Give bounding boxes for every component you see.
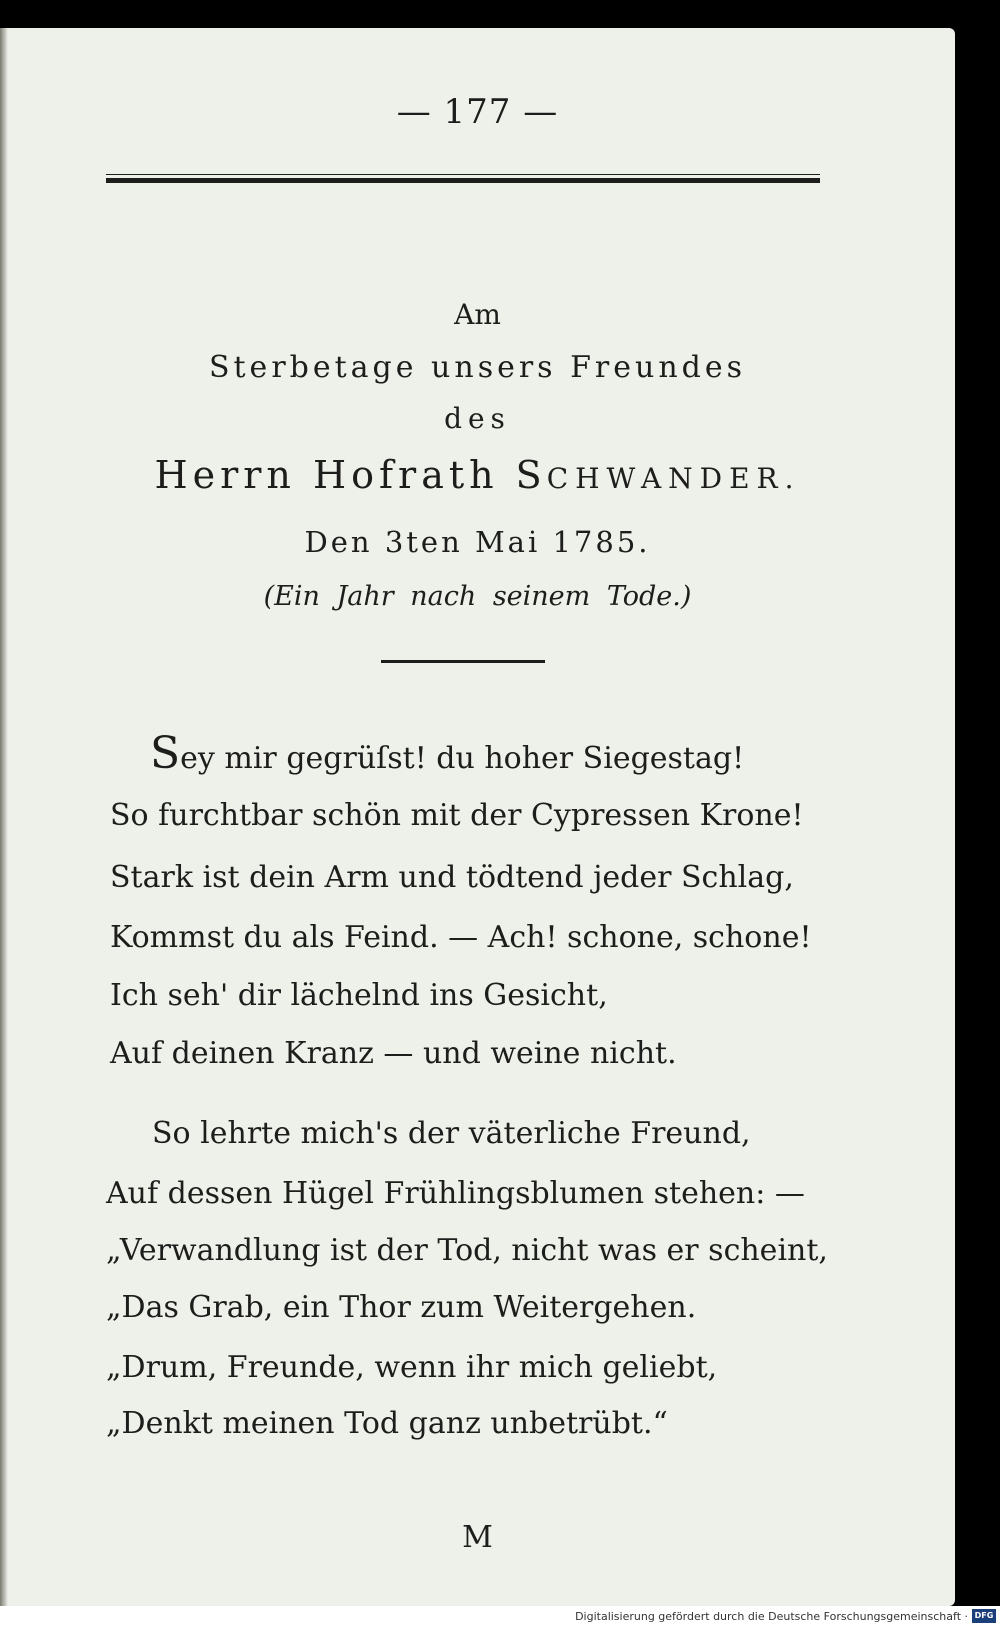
stanza1-line2: So furchtbar schön mit der Cypressen Krone! — [110, 798, 804, 833]
page-binding-shadow — [0, 28, 8, 1606]
title-divider — [381, 660, 545, 663]
stanza2-line2: Auf dessen Hügel Frühlingsblumen stehen: — — [106, 1176, 805, 1211]
stanza2-line4: „Das Grab, ein Thor zum Weitergehen. — [106, 1290, 697, 1325]
book-page — [0, 28, 955, 1606]
title-note: (Ein Jahr nach seinem Tode.) — [263, 581, 692, 612]
title-name-prefix: Herrn Hofrath S — [154, 453, 547, 497]
title-line-am: Am — [454, 298, 501, 331]
stanza2-line1: So lehrte mich's der väterliche Freund, — [152, 1116, 751, 1151]
title-line-sterbetage: Sterbetage unsers Freundes — [208, 350, 747, 385]
stanza2-line6: „Denkt meinen Tod ganz unbetrübt.“ — [106, 1406, 668, 1441]
title-date: Den 3ten Mai 1785. — [304, 525, 651, 559]
title-line-des: des — [444, 402, 511, 435]
dropcap-letter: S — [150, 728, 181, 779]
stanza1-line4: Kommst du als Feind. — Ach! schone, schone! — [110, 920, 812, 955]
footer-credit: Digitalisierung gefördert durch die Deutsche Forschungsgemeinschaft · — [575, 1610, 968, 1623]
title-name-smallcaps: CHWANDER. — [546, 462, 801, 495]
page-number: — 177 — — [396, 92, 559, 132]
stanza1-line3: Stark ist dein Arm und tödtend jeder Schlag, — [110, 860, 794, 895]
stanza1-line6: Auf deinen Kranz — und weine nicht. — [110, 1036, 677, 1071]
title-line-name — [0, 453, 955, 497]
stanza1-line1-text: ey mir gegrüſst! du hoher Siegestag! — [180, 741, 745, 776]
stanza2-line3: „Verwandlung ist der Tod, nicht was er scheint, — [106, 1233, 828, 1268]
signature-mark: M — [462, 1520, 493, 1555]
stanza1-line1 — [150, 728, 744, 779]
header-rule-thick — [106, 178, 820, 183]
header-rule-thin — [106, 174, 820, 175]
stanza1-line5: Ich seh' dir lächelnd ins Gesicht, — [110, 978, 608, 1013]
stanza2-line5: „Drum, Freunde, wenn ihr mich geliebt, — [106, 1350, 718, 1385]
dfg-logo-icon: DFG — [972, 1609, 996, 1623]
